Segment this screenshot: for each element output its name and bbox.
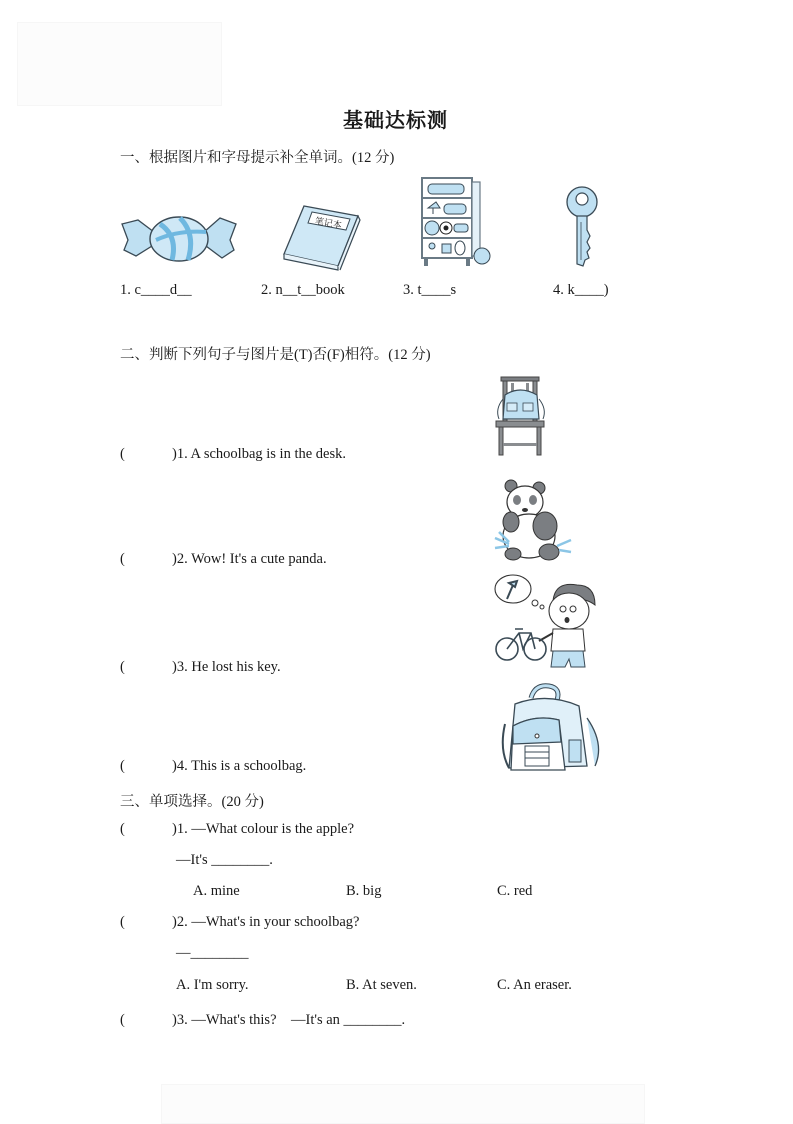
mc-question-1-option-c[interactable]: C. red bbox=[497, 883, 533, 899]
mc-question-2: ( )2. —What's in your schoolbag? bbox=[120, 914, 360, 930]
candy-icon bbox=[118, 210, 240, 266]
judge-item-2: ( )2. Wow! It's a cute panda. bbox=[120, 551, 327, 567]
answer-blank[interactable]: ( bbox=[120, 914, 125, 930]
judge-item-2-text: 2. Wow! It's a cute panda. bbox=[176, 551, 327, 567]
answer-blank[interactable]: ( bbox=[120, 551, 125, 567]
svg-text:笔记本: 笔记本 bbox=[313, 216, 343, 232]
mc-question-1-option-b[interactable]: B. big bbox=[346, 883, 382, 899]
judge-item-3-text: 3. He lost his key. bbox=[176, 659, 281, 675]
watermark-top-left bbox=[17, 22, 222, 106]
answer-blank[interactable]: ( bbox=[120, 1012, 125, 1028]
boy-thinking-key-icon bbox=[495, 575, 605, 673]
mc-question-2-option-c[interactable]: C. An eraser. bbox=[497, 977, 572, 993]
judge-item-3: ( )3. He lost his key. bbox=[120, 659, 281, 675]
toy-shelf-icon bbox=[420, 176, 492, 268]
judge-item-4: ( )4. This is a schoolbag. bbox=[120, 758, 307, 774]
section-1-item-2: 2. n__t__book bbox=[261, 282, 345, 298]
mc-question-2-answer-line: —________ bbox=[176, 945, 249, 961]
judge-item-1-text: 1. A schoolbag is in the desk. bbox=[176, 446, 347, 462]
section-1-item-1: 1. c____d__ bbox=[120, 282, 192, 298]
judge-item-4-text: 4. This is a schoolbag. bbox=[176, 758, 307, 774]
mc-question-2-option-a[interactable]: A. I'm sorry. bbox=[176, 977, 249, 993]
mc-question-3: ( )3. —What's this? —It's an ________. bbox=[120, 1012, 406, 1028]
section-1-heading: 一、根据图片和字母提示补全单词。(12 分) bbox=[120, 150, 395, 166]
panda-icon bbox=[495, 478, 571, 562]
answer-blank[interactable]: ( bbox=[120, 758, 125, 774]
section-1-item-4: 4. k____) bbox=[553, 282, 609, 298]
answer-blank[interactable]: ( bbox=[120, 446, 125, 462]
schoolbag-icon bbox=[495, 684, 607, 774]
mc-question-1-text: 1. —What colour is the apple? bbox=[176, 821, 355, 837]
mc-question-3-text: 3. —What's this? —It's an ________. bbox=[176, 1012, 406, 1028]
schoolbag-on-chair-icon bbox=[493, 375, 547, 457]
mc-question-2-text: 2. —What's in your schoolbag? bbox=[176, 914, 360, 930]
watermark-bottom bbox=[161, 1084, 645, 1124]
judge-item-1: ( )1. A schoolbag is in the desk. bbox=[120, 446, 347, 462]
section-3-heading: 三、单项选择。(20 分) bbox=[120, 794, 264, 810]
mc-question-1: ( )1. —What colour is the apple? bbox=[120, 821, 355, 837]
mc-question-2-option-b[interactable]: B. At seven. bbox=[346, 977, 417, 993]
section-2-heading: 二、判断下列句子与图片是(T)否(F)相符。(12 分) bbox=[120, 347, 431, 363]
answer-blank[interactable]: ( bbox=[120, 659, 125, 675]
key-icon bbox=[563, 186, 601, 268]
mc-question-1-option-a[interactable]: A. mine bbox=[193, 883, 240, 899]
answer-blank[interactable]: ( bbox=[120, 821, 125, 837]
page-title: 基础达标测 bbox=[343, 110, 448, 132]
notebook-icon bbox=[280, 202, 362, 270]
mc-question-1-answer-line: —It's ________. bbox=[176, 852, 273, 868]
section-1-item-3: 3. t____s bbox=[403, 282, 457, 298]
